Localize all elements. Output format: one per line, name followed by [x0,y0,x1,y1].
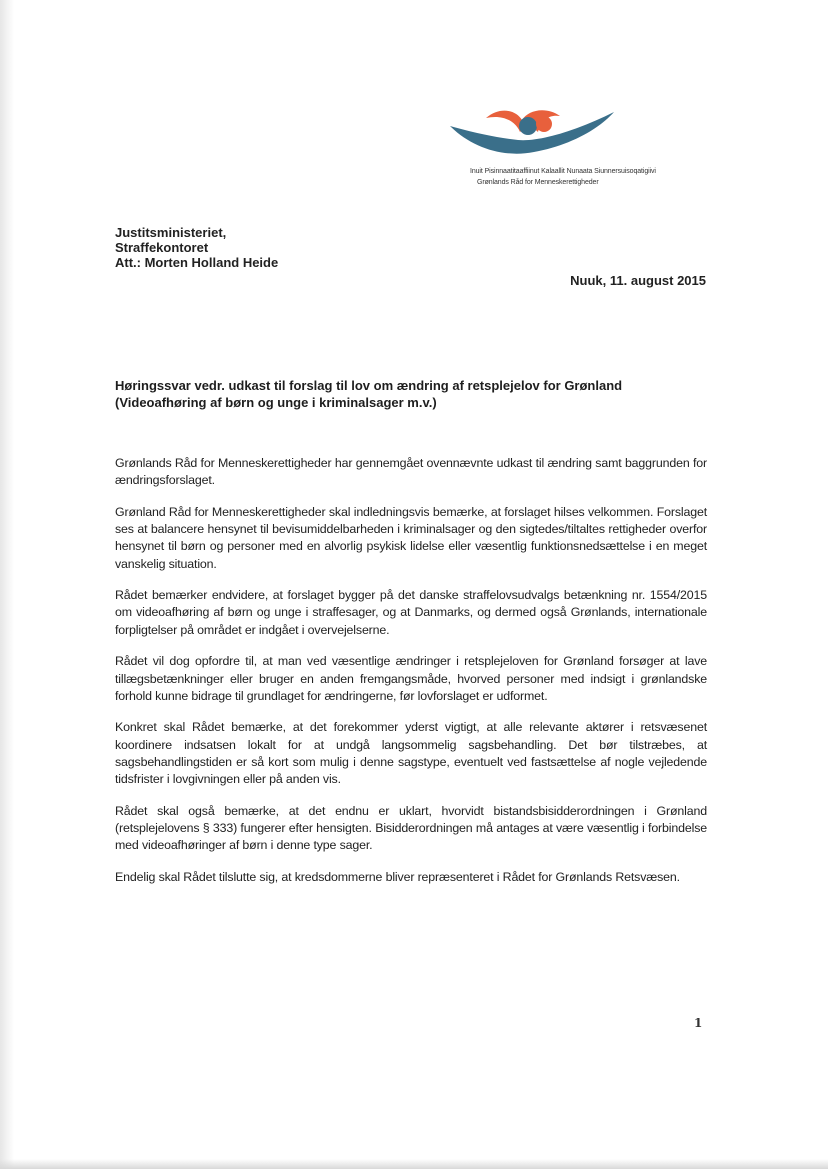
subject-line: Høringssvar vedr. udkast til forslag til lov om ændring af retsplejelov for Grønland [115,378,623,393]
body-paragraph: Rådet vil dog opfordre til, at man ved væsentlige ændringer i retsplejeloven for Grønland forsøger at lave tillægsbetænkninger eller bruger en anden fremgangsmåde, hvorved personer med indsigt i grønlandske forhold kunne bidrage til grundlaget for ændringerne, før lovforslaget er udformet. [115,654,707,703]
flying-figure-logo-icon [448,104,618,160]
organization-name-greenlandic: Inuit Pisinnaatitaaffiinut Kalaallit Nunaata Siunnersuisoqatigiivi [470,168,656,175]
organization-name-danish: Grønlands Råd for Menneskerettigheder [477,179,599,186]
body-paragraph: Rådet bemærker endvidere, at forslaget bygger på det danske straffelovsudvalgs betænkning nr. 1554/2015 om videoafhøring af børn og unge i straffesager, og at Danmarks, og dermed også Grønlands, internationale forpligtelser på området er indgået i overvejelserne. [115,588,707,637]
recipient-line: Att.: Morten Holland Heide [115,255,279,270]
letter-date: Nuuk, 11. august 2015 [570,273,706,288]
scan-edge-shadow-left [0,0,14,1169]
page-number: 1 [694,1016,703,1030]
organization-logo [448,104,618,160]
recipient-line: Justitsministeriet, [115,225,227,240]
subject-line: (Videoafhøring af børn og unge i kriminalsager m.v.) [115,395,437,410]
body-paragraph: Endelig skal Rådet tilslutte sig, at kredsdommerne bliver repræsenteret i Rådet for Grønlands Retsvæsen. [115,869,680,884]
letter-body [115,455,707,901]
body-paragraph: Grønlands Råd for Menneskerettigheder har gennemgået ovennævnte udkast til ændring samt baggrunden for ændringsforslaget. [115,456,707,488]
body-paragraph: Rådet skal også bemærke, at det endnu er uklart, hvorvidt bistandsbisidderordningen i Grønland (retsplejelovens § 333) fungerer efter hensigten. Bisidderordningen må antages at være væsentlig i forbindelse med videoafhøringer af børn i denne type sager. [115,803,707,853]
organization-name [470,166,710,188]
scan-edge-shadow-bottom [0,1159,828,1169]
body-paragraph: Grønland Råd for Menneskerettigheder skal indledningsvis bemærke, at forslaget hilses velkommen. Forslaget ses at balancere hensynet til bevisumiddelbarheden i kriminalsager og den sigtedes/tiltaltes rettigheder overfor hensynet til børn og personer med en alvorlig psykisk lidelse eller væsentlig funktionsnedsættelse i en meget vanskelig situation. [115,504,707,571]
recipient-address [115,225,278,270]
letter-subject [115,377,715,411]
recipient-line: Straffekontoret [115,240,209,255]
body-paragraph: Konkret skal Rådet bemærke, at det forekommer yderst vigtigt, at alle relevante aktører i retsvæsenet koordinere indsatsen lokalt for at undgå langsommelig sagsbehandling. Det bør tilstræbes, at sagsbehandlingstiden er så kort som mulig i denne sagstype, eventuelt ved fastsættelse af nogle vejledende tidsfrister i lovgivningen eller på anden vis. [115,720,707,787]
